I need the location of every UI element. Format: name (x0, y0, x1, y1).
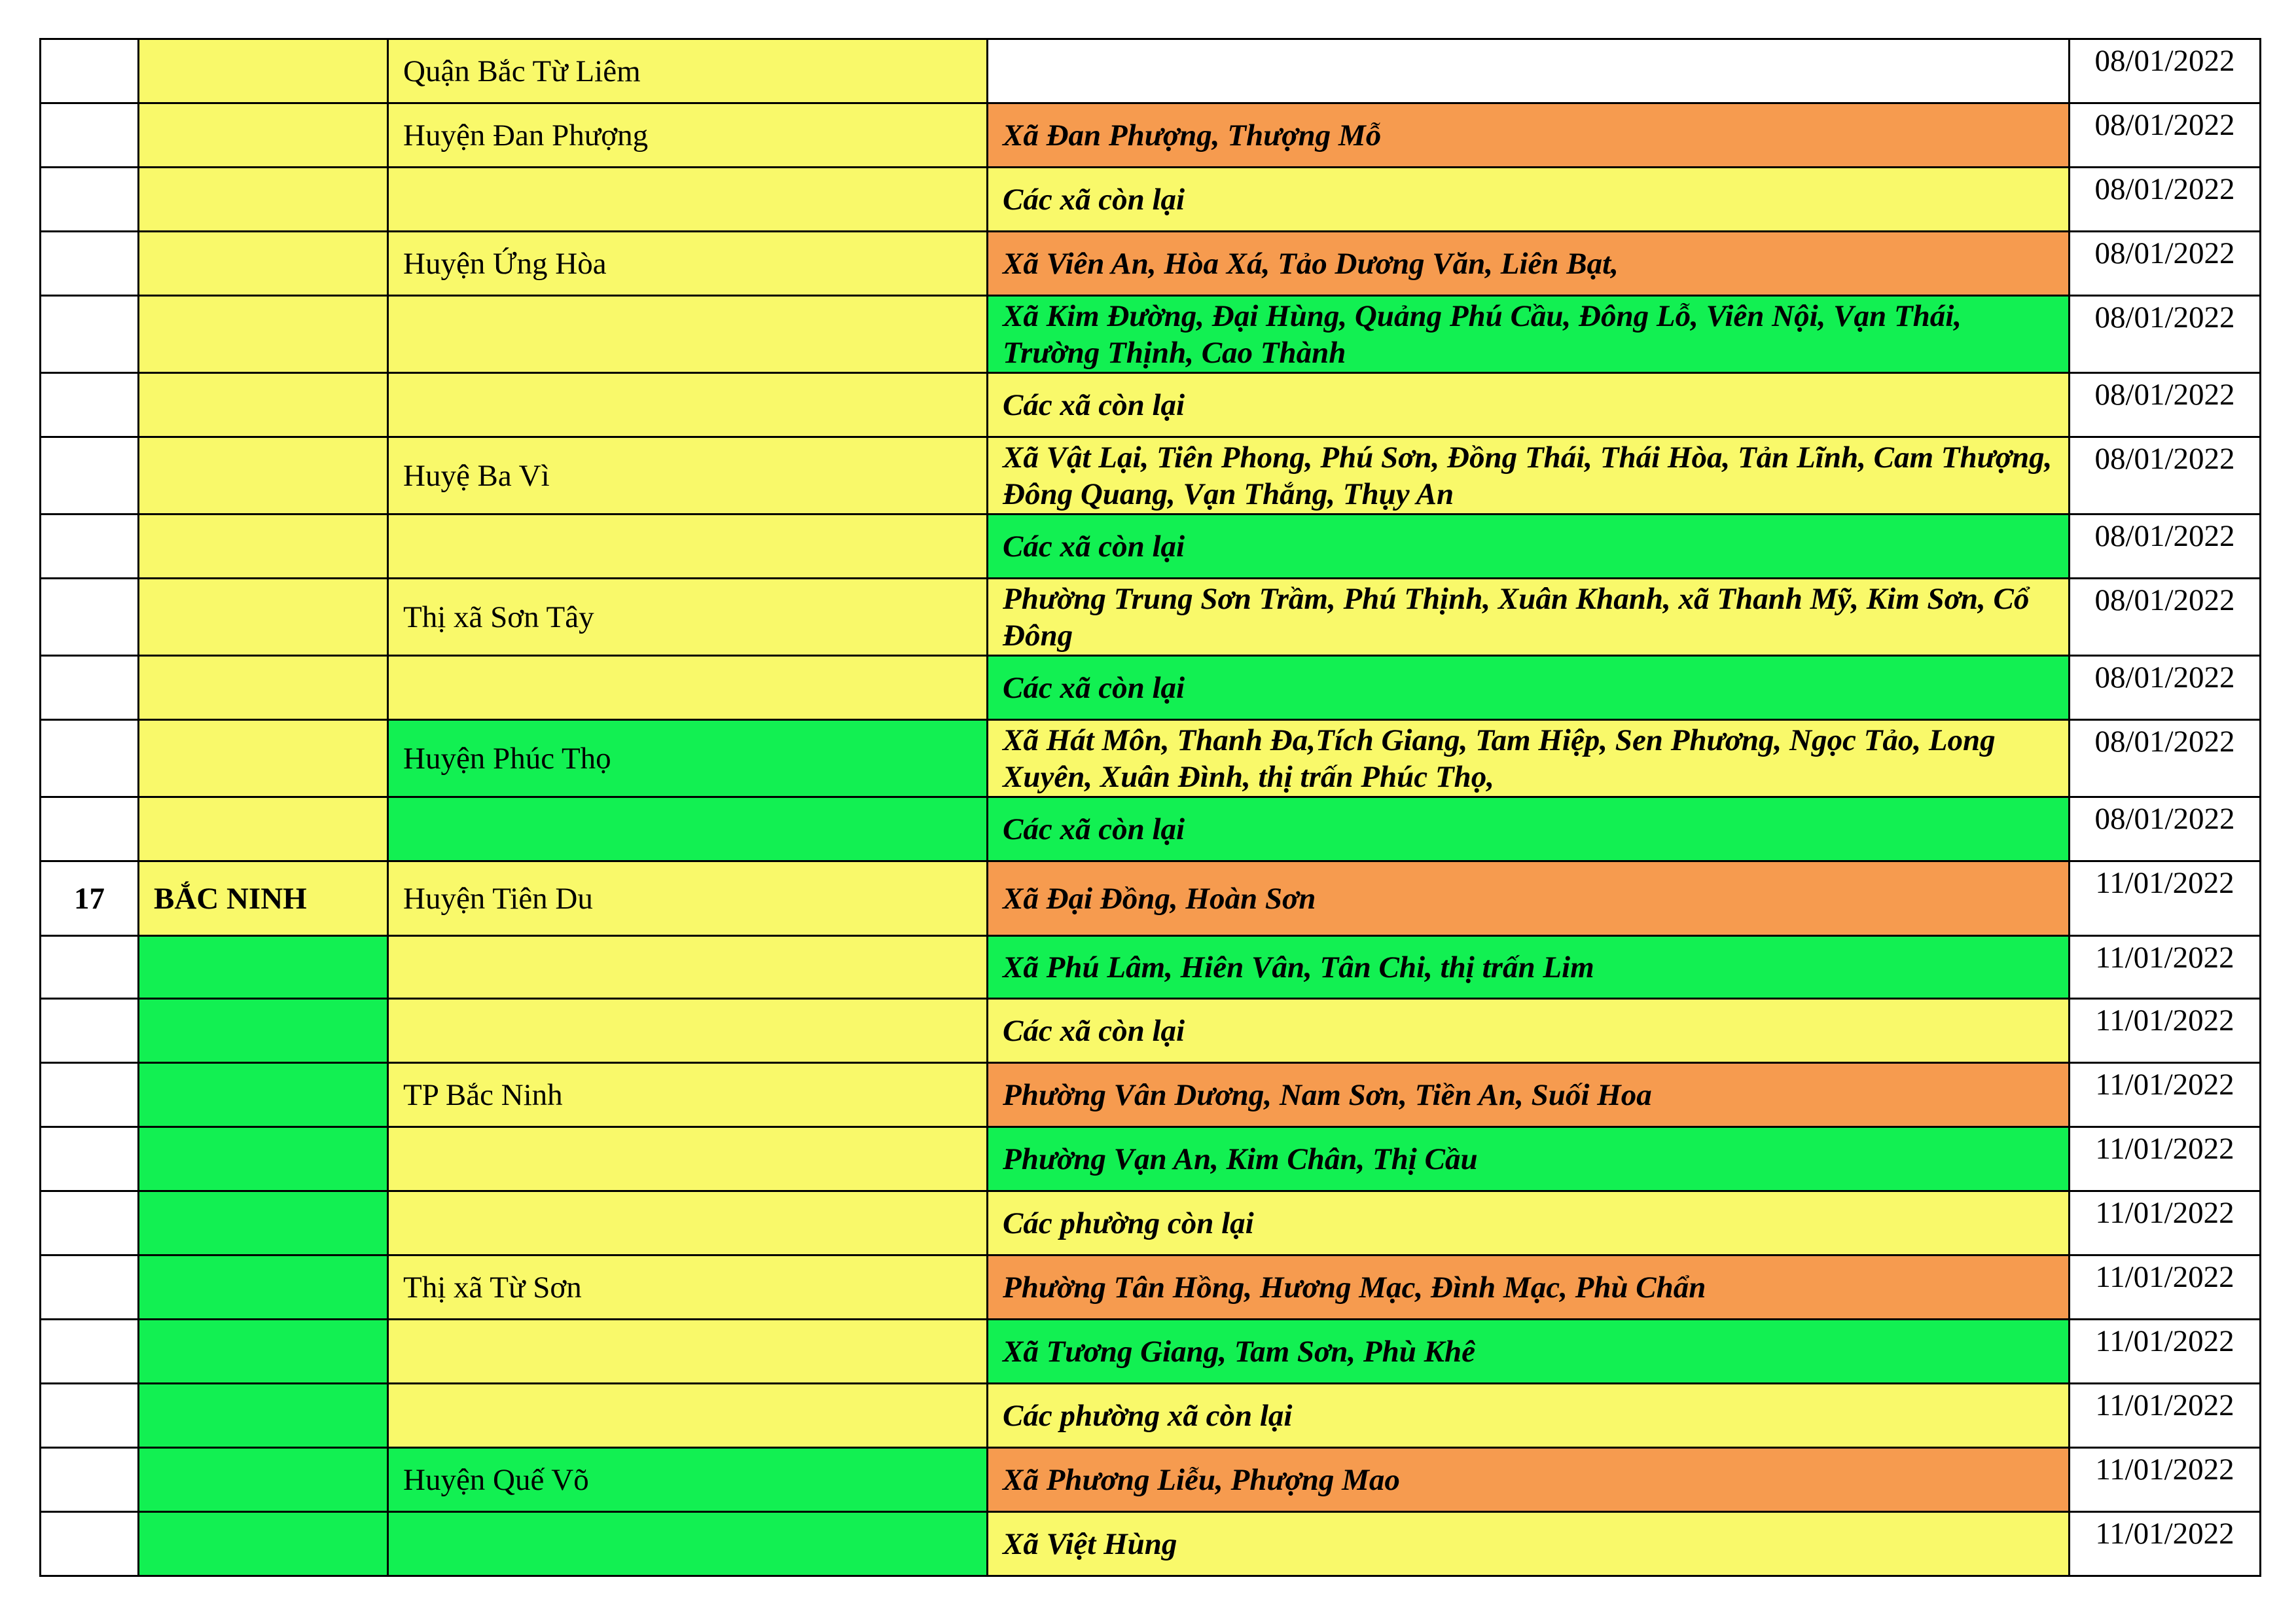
date-cell: 11/01/2022 (2070, 1255, 2261, 1320)
area-cell: Các xã còn lại (988, 999, 2070, 1063)
province-cell (139, 936, 388, 999)
row-number-cell (41, 39, 139, 103)
date-cell: 11/01/2022 (2070, 861, 2261, 936)
row-number-cell (41, 373, 139, 437)
province-cell (139, 373, 388, 437)
district-cell (388, 168, 988, 232)
area-cell: Xã Viên An, Hòa Xá, Tảo Dương Văn, Liên Bạt, (988, 232, 2070, 296)
district-cell (388, 296, 988, 373)
district-cell: Quận Bắc Từ Liêm (388, 39, 988, 103)
row-number-cell (41, 1063, 139, 1127)
area-cell: Phường Vạn An, Kim Chân, Thị Cầu (988, 1127, 2070, 1191)
area-cell: Các xã còn lại (988, 656, 2070, 720)
province-cell (139, 514, 388, 579)
district-cell (388, 514, 988, 579)
area-cell: Các xã còn lại (988, 514, 2070, 579)
row-number-cell (41, 579, 139, 656)
table-row (41, 1127, 2261, 1191)
area-cell: Các phường còn lại (988, 1191, 2070, 1255)
area-cell: Xã Phương Liễu, Phượng Mao (988, 1448, 2070, 1512)
date-cell: 08/01/2022 (2070, 437, 2261, 514)
table-row (41, 1448, 2261, 1512)
district-cell (388, 1384, 988, 1448)
table-row (41, 1063, 2261, 1127)
province-cell (139, 1191, 388, 1255)
district-cell: Huyệ Ba Vì (388, 437, 988, 514)
area-cell: Xã Đan Phượng, Thượng Mỗ (988, 103, 2070, 168)
table-row (41, 168, 2261, 232)
zone-table (39, 38, 2261, 1577)
province-cell (139, 1127, 388, 1191)
date-cell: 08/01/2022 (2070, 797, 2261, 861)
date-cell: 08/01/2022 (2070, 720, 2261, 797)
table-row (41, 373, 2261, 437)
district-cell (388, 936, 988, 999)
row-number-cell (41, 168, 139, 232)
table-row (41, 39, 2261, 103)
district-cell (388, 797, 988, 861)
province-cell (139, 579, 388, 656)
date-cell: 11/01/2022 (2070, 936, 2261, 999)
district-cell: Huyện Quế Võ (388, 1448, 988, 1512)
area-cell: Phường Vân Dương, Nam Sơn, Tiền An, Suối Hoa (988, 1063, 2070, 1127)
province-cell (139, 797, 388, 861)
table-row (41, 797, 2261, 861)
province-cell (139, 1320, 388, 1384)
row-number-cell (41, 797, 139, 861)
province-cell (139, 39, 388, 103)
row-number-cell (41, 720, 139, 797)
district-cell: Huyện Đan Phượng (388, 103, 988, 168)
area-cell: Phường Tân Hồng, Hương Mạc, Đình Mạc, Phù Chẩn (988, 1255, 2070, 1320)
date-cell: 11/01/2022 (2070, 1127, 2261, 1191)
area-cell: Xã Đại Đồng, Hoàn Sơn (988, 861, 2070, 936)
date-cell: 11/01/2022 (2070, 1384, 2261, 1448)
row-number-cell (41, 1127, 139, 1191)
district-cell (388, 1127, 988, 1191)
area-cell: Xã Hát Môn, Thanh Đa,Tích Giang, Tam Hiệp, Sen Phương, Ngọc Tảo, Long Xuyên, Xuân Đình, thị trấn Phúc Thọ, (988, 720, 2070, 797)
table-row (41, 232, 2261, 296)
date-cell: 08/01/2022 (2070, 373, 2261, 437)
row-number-cell (41, 1384, 139, 1448)
area-cell: Xã Việt Hùng (988, 1512, 2070, 1576)
row-number-cell (41, 656, 139, 720)
district-cell: Huyện Ứng Hòa (388, 232, 988, 296)
date-cell: 11/01/2022 (2070, 1320, 2261, 1384)
table-row (41, 1255, 2261, 1320)
district-cell: Huyện Tiên Du (388, 861, 988, 936)
row-number-cell (41, 437, 139, 514)
province-cell (139, 1448, 388, 1512)
area-cell: Phường Trung Sơn Trầm, Phú Thịnh, Xuân Khanh, xã Thanh Mỹ, Kim Sơn, Cổ Đông (988, 579, 2070, 656)
province-cell (139, 720, 388, 797)
table-row (41, 1512, 2261, 1576)
province-cell (139, 168, 388, 232)
table-row (41, 103, 2261, 168)
district-cell: Huyện Phúc Thọ (388, 720, 988, 797)
district-cell: TP Bắc Ninh (388, 1063, 988, 1127)
date-cell: 08/01/2022 (2070, 514, 2261, 579)
province-cell (139, 656, 388, 720)
district-cell (388, 373, 988, 437)
row-number-cell: 17 (41, 861, 139, 936)
province-cell (139, 1063, 388, 1127)
province-cell (139, 437, 388, 514)
row-number-cell (41, 514, 139, 579)
table-row (41, 1191, 2261, 1255)
row-number-cell (41, 1448, 139, 1512)
row-number-cell (41, 1255, 139, 1320)
date-cell: 08/01/2022 (2070, 168, 2261, 232)
row-number-cell (41, 1320, 139, 1384)
province-cell (139, 1255, 388, 1320)
table-row (41, 437, 2261, 514)
date-cell: 08/01/2022 (2070, 296, 2261, 373)
province-cell (139, 1384, 388, 1448)
table-row (41, 936, 2261, 999)
table-row (41, 579, 2261, 656)
district-cell (388, 1512, 988, 1576)
date-cell: 08/01/2022 (2070, 579, 2261, 656)
table-row (41, 1320, 2261, 1384)
area-cell: Các xã còn lại (988, 797, 2070, 861)
row-number-cell (41, 999, 139, 1063)
area-cell: Xã Phú Lâm, Hiên Vân, Tân Chi, thị trấn Lim (988, 936, 2070, 999)
province-cell (139, 999, 388, 1063)
row-number-cell (41, 1512, 139, 1576)
date-cell: 08/01/2022 (2070, 39, 2261, 103)
row-number-cell (41, 232, 139, 296)
district-cell: Thị xã Sơn Tây (388, 579, 988, 656)
district-cell (388, 1320, 988, 1384)
area-cell: Các xã còn lại (988, 373, 2070, 437)
table-row (41, 999, 2261, 1063)
area-cell: Xã Vật Lại, Tiên Phong, Phú Sơn, Đồng Thái, Thái Hòa, Tản Lĩnh, Cam Thượng, Đông Quang, Vạn Thắng, Thụy An (988, 437, 2070, 514)
table-row (41, 861, 2261, 936)
province-cell (139, 296, 388, 373)
province-cell: BẮC NINH (139, 861, 388, 936)
table-row (41, 1384, 2261, 1448)
table-body (41, 39, 2261, 1576)
table-row (41, 296, 2261, 373)
row-number-cell (41, 296, 139, 373)
row-number-cell (41, 936, 139, 999)
province-cell (139, 103, 388, 168)
table-row (41, 514, 2261, 579)
area-cell: Các phường xã còn lại (988, 1384, 2070, 1448)
area-cell: Các xã còn lại (988, 168, 2070, 232)
date-cell: 11/01/2022 (2070, 1512, 2261, 1576)
row-number-cell (41, 1191, 139, 1255)
district-cell (388, 1191, 988, 1255)
district-cell (388, 656, 988, 720)
date-cell: 08/01/2022 (2070, 232, 2261, 296)
row-number-cell (41, 103, 139, 168)
date-cell: 08/01/2022 (2070, 103, 2261, 168)
area-cell: Xã Kim Đường, Đại Hùng, Quảng Phú Cầu, Đông Lỗ, Viên Nội, Vạn Thái, Trường Thịnh, Cao Thành (988, 296, 2070, 373)
date-cell: 11/01/2022 (2070, 999, 2261, 1063)
province-cell (139, 232, 388, 296)
table-row (41, 656, 2261, 720)
date-cell: 08/01/2022 (2070, 656, 2261, 720)
date-cell: 11/01/2022 (2070, 1063, 2261, 1127)
date-cell: 11/01/2022 (2070, 1191, 2261, 1255)
area-cell (988, 39, 2070, 103)
date-cell: 11/01/2022 (2070, 1448, 2261, 1512)
area-cell: Xã Tương Giang, Tam Sơn, Phù Khê (988, 1320, 2070, 1384)
table-row (41, 720, 2261, 797)
district-cell: Thị xã Từ Sơn (388, 1255, 988, 1320)
district-cell (388, 999, 988, 1063)
province-cell (139, 1512, 388, 1576)
